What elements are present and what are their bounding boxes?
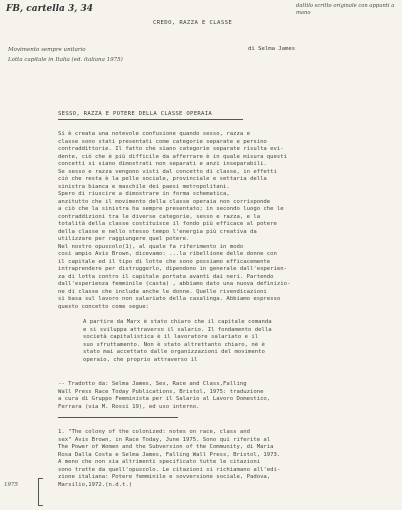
body-text-line: si basa sul lavoro non salariato della casalinga. Abbiamo espresso bbox=[58, 296, 281, 302]
quote-text-line: suo sfruttamento. Non è stato altrettanto chiaro, nè è bbox=[83, 341, 265, 348]
body-text-line: ciò che resta è la pelle sociale, provinciale e settaria della bbox=[58, 176, 267, 182]
body-text-line: contraddittorie. Il fatto che siano categorie separate risulta evi- bbox=[58, 146, 284, 152]
section-title-underline bbox=[58, 119, 243, 120]
body-text-line: sinistra bianca e maschile dei paesi metropolitani. bbox=[58, 183, 230, 190]
footnote-text-line: a cura di Gruppo Femminista per il Salario al Lavoro Domestico, bbox=[58, 396, 271, 402]
left-annotation-1: Movimento sempre unitario bbox=[8, 47, 86, 53]
body-text-line: anzitutto che il movimento della classe operaia non corrisponde bbox=[58, 198, 271, 205]
body-text-line: intraprendere per distruggerlo, dipendono in generale dall'esperien- bbox=[58, 266, 288, 272]
note-text-line: A meno che non sia altrimenti specificato tutte le citazioni bbox=[58, 459, 261, 465]
note-text-line: The Power of Women and the Subversion of the Community, di Maria bbox=[58, 444, 274, 450]
notes-separator bbox=[58, 417, 178, 418]
footnote-text-line: -- Tradotto da: Selma James, Sex, Race and Class,Falling bbox=[58, 381, 247, 387]
quoted-passage bbox=[83, 319, 383, 367]
quote-text-line: società capitalistica è il lavoratore salariato e il bbox=[83, 334, 259, 340]
body-text-line: Nel nostro opuscolo(1), al quale fa riferimento in modo bbox=[58, 243, 244, 250]
section-title: SESSO, RAZZA E POTERE DELLA CLASSE OPERAIA bbox=[58, 111, 213, 117]
body-text-line: Si è creata una notevole confusione quando sesso, razza e bbox=[58, 131, 250, 137]
note-text-line: 1. "The colony of the colonized: notes on race, class and bbox=[58, 429, 250, 435]
body-text-line: dall'esperienza femminile (casta) , abbiamo dato una nuova definizio- bbox=[58, 281, 291, 287]
body-text-line: utilizzare per raggiungere quel potere. bbox=[58, 236, 190, 242]
bottom-left-annotation: 1975 bbox=[4, 482, 18, 488]
document-header-title: CREDO, RAZZA E CLASSE bbox=[153, 20, 233, 26]
quote-text-line: stato mai accettato dalle organizzazioni del movimento bbox=[83, 349, 265, 355]
body-text-line: dente, ciò che è più difficile da afferrare è in quale misura questi bbox=[58, 153, 288, 160]
document-header-author: di Selma James bbox=[248, 46, 296, 52]
body-text-line: a ciò che la sinistra ha sempre presentato; in secondo luogo che le bbox=[58, 206, 284, 212]
body-text bbox=[58, 131, 388, 316]
footnote-text-line: Wall Press Race Today Publications, Bristol, 1975: traduzione bbox=[58, 388, 264, 395]
body-text-line: il capitale ed il tipo di lotte che sono possiamo efficacemente bbox=[58, 258, 271, 265]
note-text-line: Marsilio,1972.(n.d.t.) bbox=[58, 481, 133, 488]
body-text-line: della classe e nello stesso tempo l'energia più creativa da bbox=[58, 228, 257, 235]
body-text-line: Spero di riuscire a dimostrare in forma schematica, bbox=[58, 191, 230, 197]
body-text-line: questo concetto come segue: bbox=[58, 303, 149, 310]
archive-reference-annotation: FB, cartella 3, 34 bbox=[6, 4, 94, 14]
footnote-text-line: Ferrara (via M. Rossi 19), ed uso interno. bbox=[58, 403, 200, 410]
quote-text-line: operaio, che proprio attraverso il bbox=[83, 356, 198, 363]
body-text-line: contraddizioni tra le diverse categorie, sesso e razza, e la bbox=[58, 213, 261, 220]
body-text-line: concetti si siano dimostrati non separati e anzi inseparabili. bbox=[58, 161, 267, 167]
top-right-annotation: dattilo scritto originale con appunti a mano bbox=[296, 3, 395, 16]
body-text-line: classe sono stati presentati come categorie separate e persino bbox=[58, 138, 267, 145]
margin-bracket-mark bbox=[38, 478, 43, 506]
body-text-line: za di lotta contro il capitale portata avanti dai neri. Partendo bbox=[58, 273, 274, 280]
translator-footnote bbox=[58, 381, 388, 413]
quote-text-line: e si sviluppa attraverso il salario. Il fondamento della bbox=[83, 326, 272, 333]
endnotes bbox=[58, 429, 388, 495]
left-annotation-2: Lotta capitale in Italia (ed. italiana 1975) bbox=[8, 57, 123, 63]
body-text-line: così ampio Avis Brown, dicevamo: ...la ribellione delle donne con bbox=[58, 251, 277, 257]
note-text-line: Rosa Dalla Costa e Selma James, Falling Wall Press, Bristol, 1973. bbox=[58, 451, 281, 458]
body-text-line: Se sesso e razza vengono visti dal concetto di classe, in effetti bbox=[58, 168, 277, 175]
note-text-line: zione italiana: Potere femminile e sovversione sociale, Padova, bbox=[58, 474, 271, 480]
quote-text-line: A partire da Marx è stato chiaro che il capitale comanda bbox=[83, 319, 272, 325]
note-text-line: sex" Avis Brown, in Race Today, June 1975. Sono qui riferite al bbox=[58, 436, 271, 443]
body-text-line: ne di classe che includa anche le donne. Quelle rivendicazioni bbox=[58, 288, 267, 295]
body-text-line: totalità della classe costituisce il fondo più efficace al potere bbox=[58, 221, 277, 227]
note-text-line: sono tratte da quell'opuscolo. Le citazioni si richiamano all'edi- bbox=[58, 466, 281, 473]
